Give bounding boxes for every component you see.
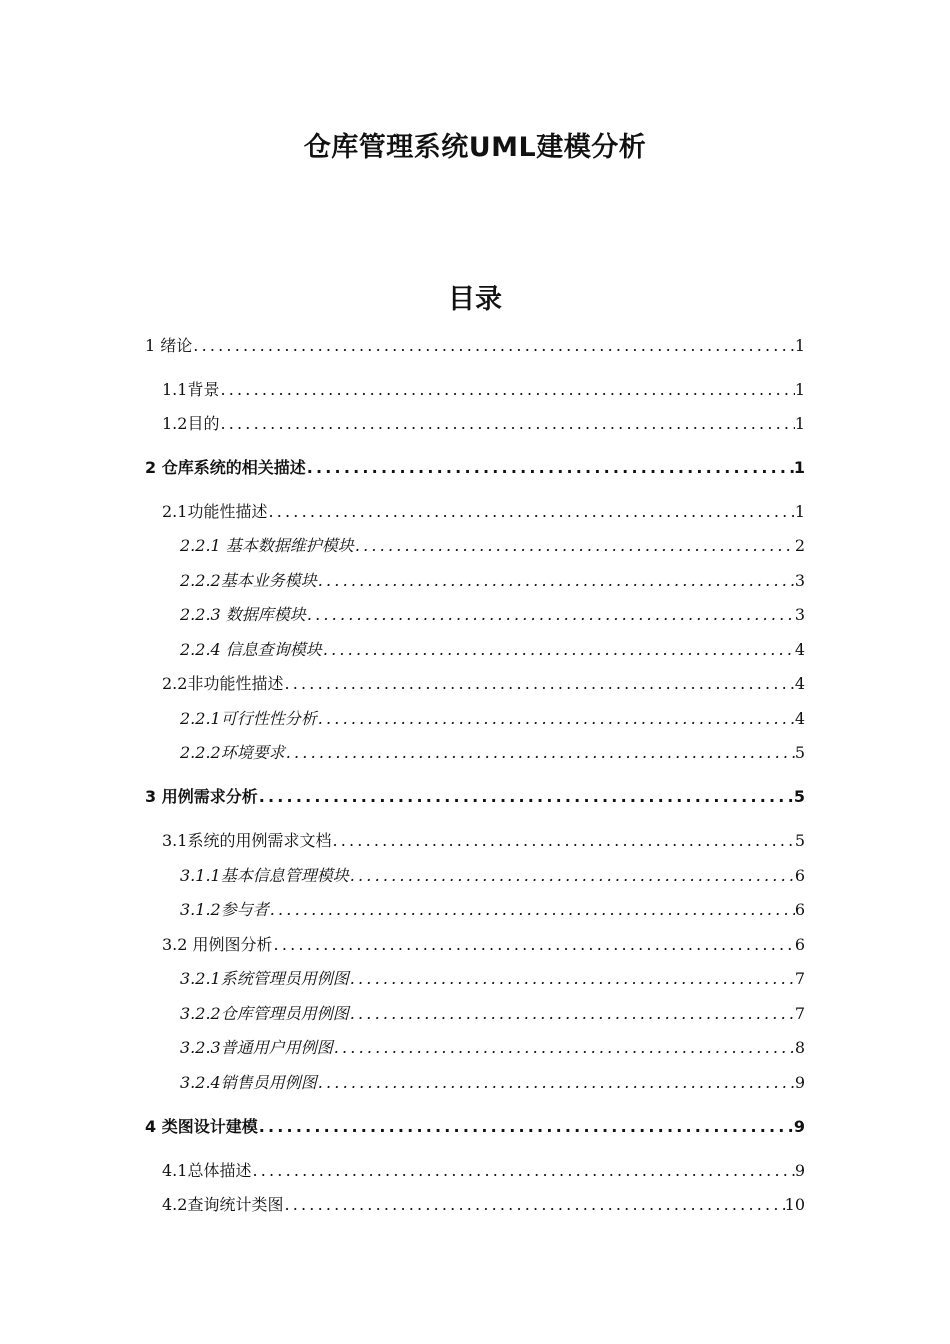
toc-entry-text: 3 用例需求分析	[145, 787, 258, 806]
dot-leader	[251, 1159, 794, 1183]
toc-page-number: 3	[794, 605, 805, 624]
toc-entry-3-1-2[interactable]	[180, 898, 805, 922]
toc-entry-text: 2.2.2环境要求	[180, 743, 285, 762]
toc-page-number: 7	[794, 969, 805, 988]
toc-entry-text: 2.2.1可行性性分析	[180, 709, 317, 728]
toc-entry-3-1-1[interactable]	[180, 864, 805, 888]
toc-page-number: 5	[794, 831, 805, 850]
toc-entry-4[interactable]	[145, 1115, 805, 1139]
toc-entry-2[interactable]	[145, 456, 805, 480]
toc-page-number: 1	[793, 458, 805, 477]
toc-entry-2-2-2b[interactable]	[180, 741, 805, 765]
toc-page-number: 7	[794, 1004, 805, 1023]
toc-entry-text: 3.1.1基本信息管理模块	[180, 866, 349, 885]
toc-heading: 目录	[448, 284, 502, 315]
toc-page-number: 1	[794, 502, 805, 521]
dot-leader	[354, 534, 795, 558]
toc-page-number: 9	[794, 1073, 805, 1092]
toc-page-number: 6	[794, 900, 805, 919]
toc-entry-3-2[interactable]	[162, 933, 805, 957]
dot-leader	[192, 334, 795, 358]
dot-leader	[269, 898, 795, 922]
toc-entry-4-1[interactable]	[162, 1159, 805, 1183]
toc-entry-text: 3.2.1系统管理员用例图	[180, 969, 349, 988]
toc-entry-text: 1.1背景	[162, 380, 220, 399]
dot-leader	[283, 1193, 784, 1217]
toc-entry-1-1[interactable]	[162, 378, 805, 402]
dot-leader	[322, 638, 795, 662]
toc-entry-text: 3.2.3普通用户用例图	[180, 1038, 333, 1057]
dot-leader	[317, 1071, 795, 1095]
toc-entry-text: 3.2 用例图分析	[162, 935, 273, 954]
toc-entry-text: 2.2.4 信息查询模块	[180, 640, 322, 659]
dot-leader	[317, 707, 795, 731]
toc-page-number: 4	[794, 674, 805, 693]
toc-entry-text: 3.2.2仓库管理员用例图	[180, 1004, 349, 1023]
toc-page-number: 1	[794, 414, 805, 433]
toc-page-number: 6	[794, 935, 805, 954]
toc-entry-1-2[interactable]	[162, 412, 805, 436]
dot-leader	[258, 1115, 794, 1139]
toc-entry-3-2-3[interactable]	[180, 1036, 805, 1060]
toc-entry-text: 2.2.1 基本数据维护模块	[180, 536, 354, 555]
dot-leader	[349, 1002, 795, 1026]
toc-page-number: 9	[794, 1161, 805, 1180]
toc-entry-text: 4.2查询统计类图	[162, 1195, 284, 1214]
toc-entry-text: 3.1系统的用例需求文档	[162, 831, 332, 850]
toc-entry-3[interactable]	[145, 785, 805, 809]
dot-leader	[258, 785, 794, 809]
dot-leader	[306, 603, 795, 627]
toc-page-number: 9	[793, 1117, 805, 1136]
toc-page-number: 4	[794, 709, 805, 728]
dot-leader	[331, 829, 794, 853]
toc-entry-2-1[interactable]	[162, 500, 805, 524]
toc-entry-text: 2.2.3 数据库模块	[180, 605, 306, 624]
toc-page-number: 5	[794, 743, 805, 762]
toc-entry-text: 1 绪论	[145, 336, 193, 355]
toc-page-number: 3	[794, 571, 805, 590]
dot-leader	[285, 741, 795, 765]
toc-entry-3-1[interactable]	[162, 829, 805, 853]
toc-entry-text: 3.1.2参与者	[180, 900, 269, 919]
toc-entry-3-2-1[interactable]	[180, 967, 805, 991]
dot-leader	[273, 933, 795, 957]
document-title: 仓库管理系统UML建模分析	[303, 132, 647, 163]
toc-entry-2-2[interactable]	[162, 672, 805, 696]
toc-entry-2-2-2[interactable]	[180, 569, 805, 593]
toc-page-number: 2	[794, 536, 805, 555]
dot-leader	[349, 864, 795, 888]
toc-entry-3-2-4[interactable]	[180, 1071, 805, 1095]
toc-page-number: 4	[794, 640, 805, 659]
dot-leader	[267, 500, 794, 524]
toc-page-number: 1	[794, 380, 805, 399]
toc-entry-text: 2.2.2基本业务模块	[180, 571, 317, 590]
toc-entry-text: 1.2目的	[162, 414, 220, 433]
toc-page-number: 6	[794, 866, 805, 885]
toc-entry-2-2-3[interactable]	[180, 603, 805, 627]
toc-entry-2-2-1b[interactable]	[180, 707, 805, 731]
toc-entry-text: 3.2.4销售员用例图	[180, 1073, 317, 1092]
toc-entry-1[interactable]	[145, 334, 805, 358]
dot-leader	[349, 967, 795, 991]
dot-leader	[283, 672, 794, 696]
toc-entry-text: 4 类图设计建模	[145, 1117, 258, 1136]
toc-entry-2-2-1[interactable]	[180, 534, 805, 558]
toc-entry-text: 4.1总体描述	[162, 1161, 252, 1180]
toc-entry-3-2-2[interactable]	[180, 1002, 805, 1026]
toc-entry-4-2[interactable]	[162, 1193, 805, 1217]
toc-page-number: 10	[784, 1195, 805, 1214]
toc-entry-text: 2 仓库系统的相关描述	[145, 458, 306, 477]
dot-leader	[317, 569, 795, 593]
dot-leader	[219, 412, 794, 436]
toc-page-number: 8	[794, 1038, 805, 1057]
toc-entry-text: 2.2非功能性描述	[162, 674, 284, 693]
dot-leader	[333, 1036, 795, 1060]
dot-leader	[219, 378, 794, 402]
toc-entry-2-2-4[interactable]	[180, 638, 805, 662]
toc-entry-text: 2.1功能性描述	[162, 502, 268, 521]
toc-page-number: 5	[793, 787, 805, 806]
toc-page-number: 1	[794, 336, 805, 355]
dot-leader	[306, 456, 794, 480]
